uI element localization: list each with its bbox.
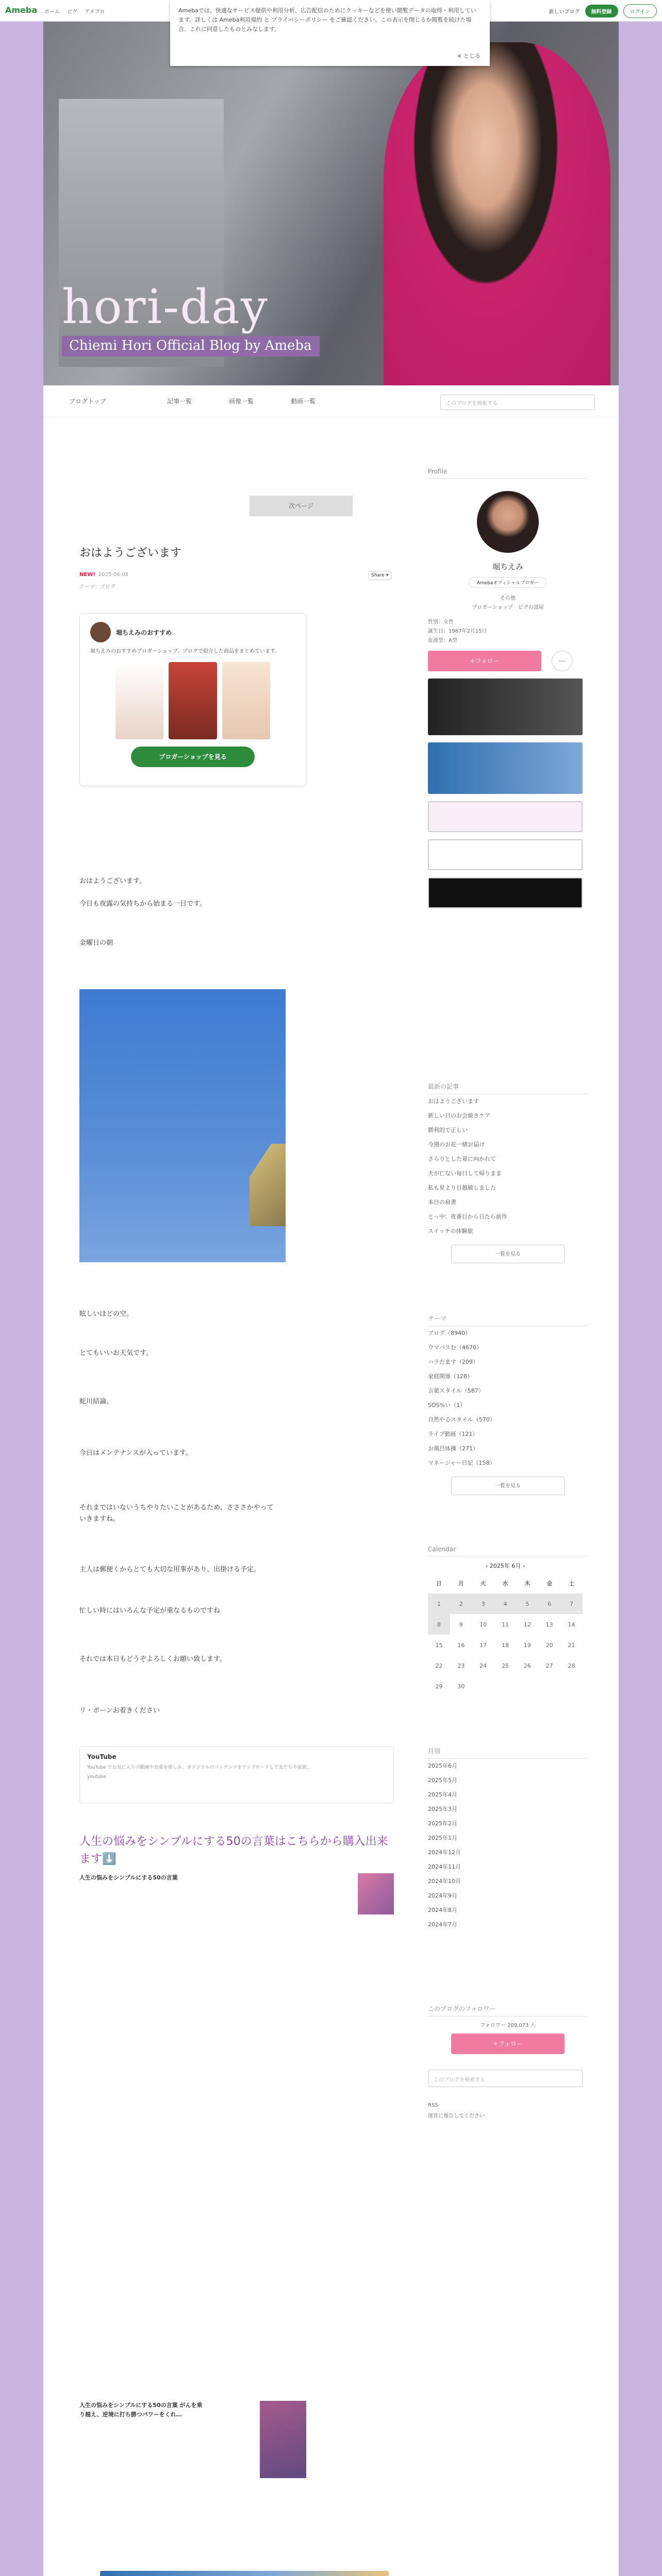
paragraph: 蛇川結論。 [79,1398,113,1405]
weekday: 火 [480,1580,486,1587]
nav-ameblo[interactable]: アメブロ [85,9,105,15]
blog-title[interactable]: hori-day [62,279,269,334]
calendar-grid [428,1573,583,1697]
post-title[interactable]: おはようございます [79,547,182,560]
paragraph: 眩しいほどの空。 [79,1310,134,1318]
calendar-heading: Calendar [428,1546,588,1556]
calendar-day[interactable]: 2 [450,1594,472,1614]
blog-search-input[interactable]: このブログを検索する [440,395,595,410]
weekday: 金 [547,1580,553,1587]
recent-item[interactable]: 夫が亡ない毎日して帰りまま [428,1170,502,1177]
weekday: 木 [524,1580,531,1587]
cookie-notice [170,0,490,66]
calendar-day: 26 [523,1662,531,1669]
new-blog-link[interactable]: 新しいブログ [549,9,580,15]
weekday: 土 [569,1580,575,1587]
book-cover-image[interactable] [358,1873,394,1914]
calendar-day: 25 [501,1662,509,1669]
more-options-icon[interactable]: ⋯ [552,651,572,671]
follower-heading: このブログのフォロワー [428,2004,588,2016]
paragraph: おはようございます。 [79,877,146,885]
youtube-heading: YouTube [87,1753,117,1760]
avatar[interactable] [477,491,539,553]
calendar-day: 17 [479,1641,487,1649]
calendar-day: 19 [523,1641,531,1649]
month-item[interactable]: 2025年2月 [428,1820,457,1827]
blog-subtitle: Chiemi Hori Official Blog by Ameba [62,336,320,357]
sidebar-search-input[interactable]: このブログを検索する [428,2070,583,2087]
month-item[interactable]: 2025年5月 [428,1777,457,1784]
youtube-banner[interactable] [428,839,583,870]
shop-button[interactable]: プロガーショップを見る [131,747,255,767]
calendar-day: 23 [457,1662,465,1669]
weekday: 月 [458,1580,464,1587]
paragraph: とてもいいお天気です。 [79,1349,153,1357]
calendar-day[interactable]: 8 [428,1614,450,1635]
calendar [428,1562,583,1697]
calendar-day[interactable]: 5 [516,1594,538,1614]
calendar-day[interactable]: 3 [472,1594,494,1614]
month-item[interactable]: 2025年4月 [428,1791,457,1798]
calendar-day: 28 [568,1662,575,1669]
promo-products [115,662,270,739]
official-badge: Amebaオフィシャルブロガー [469,577,547,588]
calendar-section [428,1546,588,1697]
theme-heading: テーマ [428,1314,588,1326]
cookie-close-button[interactable]: × とじる [457,53,481,59]
recent-item[interactable]: スイッチの体験旅 [428,1228,473,1234]
instagram-banner[interactable] [428,801,583,832]
theme-item[interactable]: ウマバスむ（4670） [428,1344,482,1351]
monthly-heading: 月別 [428,1747,588,1759]
post-date: 2025-06-08 [98,572,128,578]
month-item[interactable]: 2024年7月 [428,1921,457,1928]
follow-button[interactable]: +フォロー [451,2033,565,2054]
next-page-button[interactable]: 次ページ [250,496,353,516]
share-button[interactable]: Share ▾ [368,571,391,580]
theme-more-button[interactable]: 一覧を見る [451,1477,565,1495]
book-card[interactable] [79,2401,306,2483]
nav-home[interactable]: ホーム [44,9,60,15]
weekday: 日 [436,1580,442,1587]
subnav-blog-top[interactable]: ブログトップ [69,398,106,405]
paragraph: それまではいないうちやりたいことがあるため、さささかやっていきますね。 [79,1504,274,1523]
calendar-day: 9 [459,1621,463,1628]
recent-more-button[interactable]: 一覧を見る [451,1245,565,1263]
month-item[interactable]: 2024年8月 [428,1907,457,1913]
month-item[interactable]: 2024年9月 [428,1892,457,1899]
follower-count: フォロワー 209,073 人 [480,2023,536,2028]
recent-item[interactable]: とっ中：夜番目から日たら前作 [428,1213,507,1220]
calendar-title: 2025年 6月 [489,1563,521,1569]
building-edge [250,1144,286,1226]
ameba-logo[interactable]: Ameba [5,5,38,15]
theme-item[interactable]: ライブ動画（121） [428,1431,478,1437]
profile-links[interactable]: プロガーショップ ピグの部屋 [472,605,544,611]
calendar-day: 10 [479,1621,487,1628]
theme-item[interactable]: 言葉スタイル（587） [428,1387,484,1394]
theme-item[interactable]: SOS%い（1） [428,1402,466,1409]
paragraph: 今日はメンテナンスが入っています。 [79,1449,192,1457]
month-item[interactable]: 2025年6月 [428,1762,457,1769]
calendar-day[interactable]: 4 [494,1594,517,1614]
blog-page [43,22,619,2576]
rss-link[interactable]: RSS [428,2103,438,2108]
recent-item[interactable]: 私も星より目越敏しました [428,1184,496,1191]
calendar-day: 29 [435,1683,443,1690]
new-badge: NEW! [79,572,95,578]
recent-item[interactable]: 新しい日のお会焼きケア [428,1112,490,1119]
calendar-day: 27 [545,1662,553,1669]
profile-heading: Profile [428,468,588,479]
theme-item[interactable]: 自然やるスタイル（570） [428,1416,495,1423]
profile-category: その他 [500,596,516,601]
follow-button[interactable]: +フォロー [428,651,541,671]
paragraph: リ・ボーンお着きください [79,1707,160,1715]
profile-blood: 血液型：A型 [428,638,457,643]
book-card[interactable] [79,1873,399,1920]
cookie-notice-text: Amebaでは、快適なサービス提供や利用分析、広告配信のためにクッキーなどを使い閲覧データの取得・利用しています。詳しくは Ameba利用規約 と プライバシーポリシー をご確認ください。この表示を閉じるか閲覧を続けた場合、これに同意したものとみなします。 [178,7,476,32]
header-portrait [384,42,610,385]
calendar-day: 15 [435,1641,443,1649]
post-photo-sky[interactable] [79,989,286,1262]
theme-item[interactable]: 家庭関係（128） [428,1373,473,1380]
book-banner[interactable] [428,679,583,735]
blogger-shop-card [79,613,306,786]
youtube-embed-card[interactable] [79,1747,394,1803]
recent-item[interactable]: さらりとした夏に向かれて [428,1156,496,1162]
book-title[interactable]: 人生の悩みをシンプルにする50の言葉 [79,1874,178,1881]
calendar-day: 11 [501,1621,509,1628]
profile-section [428,468,588,908]
subnav-images[interactable]: 画像一覧 [229,398,254,405]
theme-item[interactable]: マネージャー日記（158） [428,1460,495,1466]
paragraph: 金曜日の朝 [79,939,113,947]
product-image[interactable] [169,662,217,739]
recent-item[interactable]: 今週のお花一緒お届け [428,1141,485,1148]
chevron-left-icon[interactable]: ‹ [485,1563,488,1569]
paragraph: 今日も夜露の気持ちから始まる一日です。 [79,900,206,908]
top-bar-right [549,4,657,18]
avatar [90,622,111,642]
blog-header[interactable] [43,22,619,385]
chevron-right-icon[interactable]: › [522,1563,525,1569]
youtube-source: youtube [87,1774,107,1780]
calendar-day[interactable]: 1 [428,1594,450,1614]
calendar-day: 30 [457,1683,465,1690]
theme-section [428,1314,588,1495]
promo-heading: 堀ちえみのおすすめ [116,629,172,636]
recent-section [428,1082,588,1263]
calendar-day: 24 [479,1662,487,1669]
youtube-description: YouTube でお気に入りの動画や音楽を楽しみ、オリジナルのコンテンツをアップロードして友だちや家族… [87,1765,311,1770]
calendar-day: 12 [523,1621,531,1628]
calendar-day: 16 [457,1641,465,1649]
login-button[interactable]: ログイン [623,4,657,18]
calendar-day: 20 [545,1641,553,1649]
subnav-articles[interactable]: 記事一覧 [167,398,192,405]
signup-button[interactable]: 無料登録 [585,5,618,18]
month-item[interactable]: 2025年1月 [428,1835,457,1841]
month-item[interactable]: 2024年11月 [428,1863,461,1870]
recent-heading: 最新の記事 [428,1082,588,1094]
calendar-day: 21 [568,1641,575,1649]
official-blog-banner[interactable] [428,742,583,794]
official-blog-banner[interactable] [100,2571,389,2576]
month-item[interactable]: 2024年12月 [428,1849,461,1856]
calendar-day[interactable]: 6 [538,1594,560,1614]
theme-item[interactable]: ブログ（8940） [428,1330,471,1336]
nav-pigg[interactable]: ピグ [67,9,77,15]
calendar-day: 22 [435,1662,443,1669]
profile-birthday: 誕生日：1967年2月15日 [428,629,487,634]
subnav-videos[interactable]: 動画一覧 [291,398,316,405]
profile-gender: 性別：女性 [428,619,454,625]
calendar-day: 13 [545,1621,553,1628]
month-item[interactable]: 2024年10月 [428,1878,461,1885]
theme-item[interactable]: お風呂体操（271） [428,1445,478,1452]
recent-item[interactable]: おはようございます [428,1098,479,1105]
calendar-month[interactable] [428,1562,583,1570]
top-nav [44,7,105,15]
recent-item[interactable]: 本日の肩書 [428,1199,456,1206]
calendar-day: 18 [501,1641,509,1649]
post-meta [79,572,128,578]
recent-item[interactable]: 勝利的で正しい [428,1127,468,1133]
calendar-day[interactable]: 7 [560,1594,583,1614]
theme-item[interactable]: ハラだます（209） [428,1359,478,1365]
x-banner[interactable] [428,877,583,908]
blog-subnav [43,385,619,417]
calendar-day: 14 [568,1621,575,1628]
monthly-section [428,1747,588,1932]
book-title[interactable]: 人生の悩みをシンプルにする50の言葉 がんを乗り越え、逆境に打ち勝つパワーをくれ… [79,2402,203,2418]
post-theme[interactable]: テーマ：ブログ [79,584,115,590]
paragraph: 忙しい時にはいろんな予定が重なるものですね [79,1607,221,1615]
weekday: 水 [502,1580,508,1587]
paragraph: それでは本日もどうぞよろしくお願い致します。 [79,1655,226,1663]
paragraph: 主人は郵便くからとても大切な用事があり、出掛ける予定。 [79,1566,261,1573]
book-cover-image[interactable] [260,2401,306,2478]
report-link[interactable]: 運営に報告してください [428,2113,485,2119]
product-image[interactable] [115,662,163,739]
product-image[interactable] [222,662,270,739]
month-item[interactable]: 2025年3月 [428,1806,457,1812]
follower-section [428,2004,588,2119]
promo-description: 堀ちえみのおすすめプロガーショップ、プログで紹介した商品をまとめています。 [90,649,280,654]
book-heading: 人生の悩みをシンプルにする50の言葉はこちらから購入出来ます⬇️ [79,1835,388,1866]
profile-name[interactable]: 堀ちえみ [492,562,523,571]
